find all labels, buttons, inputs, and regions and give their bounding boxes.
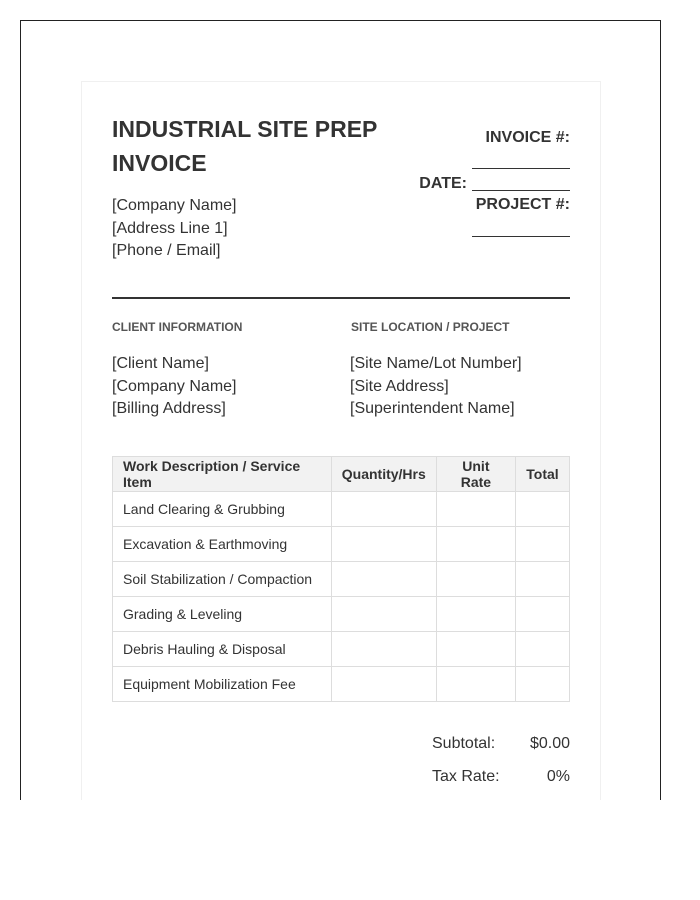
subtotal-value: $0.00 [529, 735, 570, 752]
table-header-row [113, 457, 570, 492]
column-header-unit-rate: Unit Rate [436, 457, 515, 492]
item-quantity-cell[interactable] [331, 562, 436, 597]
item-quantity-cell[interactable] [331, 632, 436, 667]
company-address: [Address Line 1] [112, 219, 228, 237]
item-quantity-cell[interactable] [331, 597, 436, 632]
column-header-description: Work Description / Service Item [113, 457, 332, 492]
tax-rate-label: Tax Rate: [432, 768, 500, 785]
table-row [113, 597, 570, 632]
site-address: [Site Address] [350, 377, 449, 395]
client-info [112, 353, 237, 421]
table-row [113, 667, 570, 702]
client-billing-address: [Billing Address] [112, 400, 226, 417]
item-total-cell[interactable] [516, 527, 570, 562]
item-total-cell[interactable] [516, 667, 570, 702]
item-total-cell[interactable] [516, 562, 570, 597]
item-unit-rate-cell[interactable] [436, 632, 515, 667]
client-company: [Company Name] [112, 377, 237, 395]
item-description: Grading & Leveling [113, 597, 332, 632]
item-quantity-cell[interactable] [331, 667, 436, 702]
invoice-title: INDUSTRIAL SITE PREP INVOICE [112, 116, 377, 176]
company-contact: [Phone / Email] [112, 242, 221, 259]
site-location [350, 353, 522, 421]
item-unit-rate-cell[interactable] [436, 527, 515, 562]
line-items-table [112, 456, 570, 702]
column-header-quantity: Quantity/Hrs [331, 457, 436, 492]
table-row [113, 527, 570, 562]
company-info [112, 195, 237, 263]
project-number-label: PROJECT #: [475, 196, 570, 213]
item-description: Soil Stabilization / Compaction [113, 562, 332, 597]
table-row [113, 632, 570, 667]
client-name: [Client Name] [112, 355, 209, 372]
superintendent-name: [Superintendent Name] [350, 400, 515, 417]
date-label: DATE: [419, 175, 467, 192]
item-quantity-cell[interactable] [331, 492, 436, 527]
item-total-cell[interactable] [516, 632, 570, 667]
project-number-field[interactable] [472, 236, 570, 237]
site-location-heading: SITE LOCATION / PROJECT [351, 320, 510, 334]
item-unit-rate-cell[interactable] [436, 597, 515, 632]
invoice-number-label: INVOICE #: [485, 129, 570, 146]
tax-rate-value: 0% [546, 768, 570, 785]
company-name: [Company Name] [112, 197, 237, 214]
item-total-cell[interactable] [516, 492, 570, 527]
header-divider [112, 297, 570, 299]
invoice-number-field[interactable] [472, 168, 570, 169]
item-unit-rate-cell[interactable] [436, 492, 515, 527]
item-description: Land Clearing & Grubbing [113, 492, 332, 527]
item-description: Equipment Mobilization Fee [113, 667, 332, 702]
item-total-cell[interactable] [516, 597, 570, 632]
table-row [113, 492, 570, 527]
item-quantity-cell[interactable] [331, 527, 436, 562]
item-description: Excavation & Earthmoving [113, 527, 332, 562]
item-description: Debris Hauling & Disposal [113, 632, 332, 667]
date-field[interactable] [472, 190, 570, 191]
client-info-heading: CLIENT INFORMATION [112, 320, 243, 334]
subtotal-label: Subtotal: [432, 735, 496, 752]
site-name: [Site Name/Lot Number] [350, 355, 522, 372]
column-header-total: Total [516, 457, 570, 492]
item-unit-rate-cell[interactable] [436, 667, 515, 702]
item-unit-rate-cell[interactable] [436, 562, 515, 597]
table-row [113, 562, 570, 597]
